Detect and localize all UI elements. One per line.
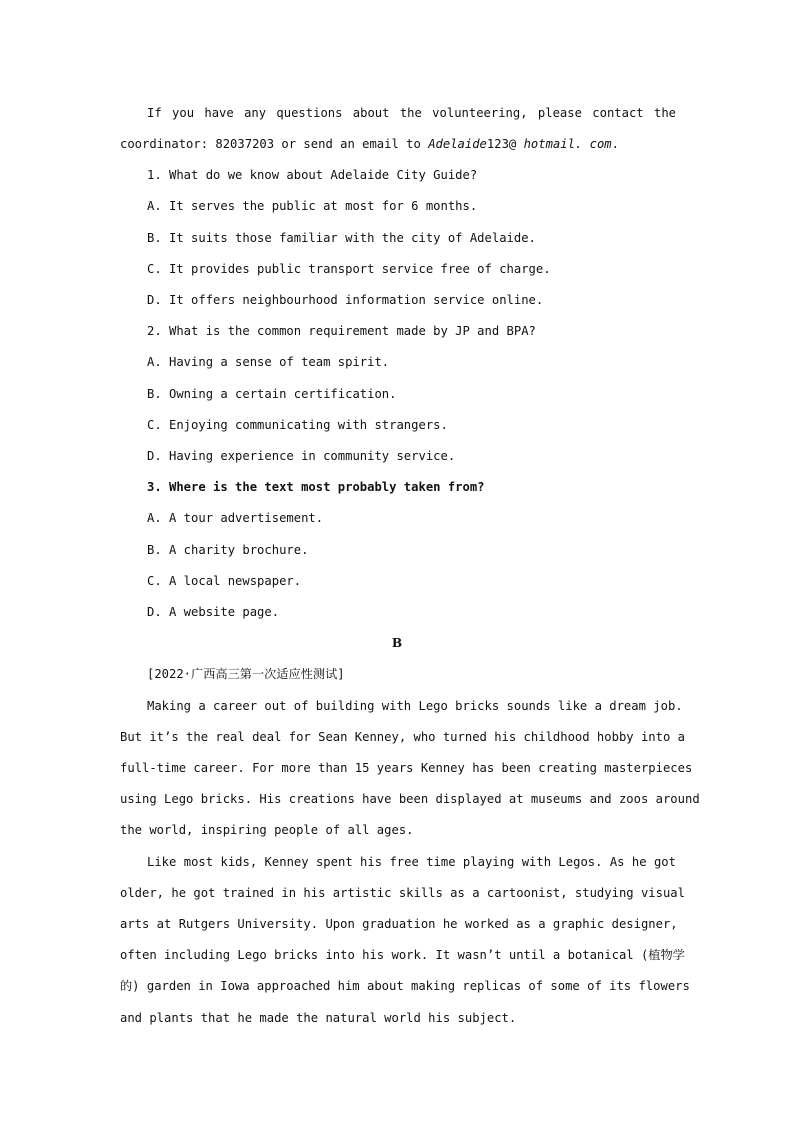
- passage-p1-line-2: But it’s the real deal for Sean Kenney, who turned his childhood hobby into a: [120, 730, 685, 744]
- section-source: [2022·广西高三第一次适应性测试]: [147, 667, 345, 681]
- question-2-option-a: A. Having a sense of team spirit.: [147, 355, 390, 369]
- passage-p2-line-4: often including Lego bricks into his work. It wasn’t until a botanical (植物学: [120, 948, 685, 962]
- intro-line-1: If you have any questions about the volunteering, please contact the: [147, 106, 676, 120]
- question-2-stem: 2. What is the common requirement made by JP and BPA?: [147, 324, 536, 338]
- question-3-option-a: A. A tour advertisement.: [147, 511, 324, 525]
- intro-line-2: [120, 136, 676, 152]
- intro-line-2-suffix: .: [611, 137, 619, 151]
- passage-p2-line-1: Like most kids, Kenney spent his free time playing with Legos. As he got: [147, 855, 676, 869]
- passage-p2-line-6: and plants that he made the natural world his subject.: [120, 1011, 517, 1025]
- question-2-option-b: B. Owning a certain certification.: [147, 387, 397, 401]
- passage-p2-line-3: arts at Rutgers University. Upon graduation he worked as a graphic designer,: [120, 917, 678, 931]
- intro-line-2-prefix: coordinator: 82037203 or send an email to: [120, 137, 429, 151]
- email-mid: 123@: [486, 137, 524, 151]
- email-domain: hotmail. com: [523, 137, 612, 151]
- question-1-option-b: B. It suits those familiar with the city of Adelaide.: [147, 231, 536, 245]
- passage-p2-line-5: 的) garden in Iowa approached him about making replicas of some of its flowers: [120, 979, 690, 993]
- passage-p1-line-3: full-time career. For more than 15 years Kenney has been creating masterpieces: [120, 761, 693, 775]
- question-1-option-c: C. It provides public transport service free of charge.: [147, 262, 551, 276]
- question-1-option-a: A. It serves the public at most for 6 months.: [147, 199, 478, 213]
- question-3-option-b: B. A charity brochure.: [147, 543, 309, 557]
- question-3-option-c: C. A local newspaper.: [147, 574, 302, 588]
- question-3-stem: 3. Where is the text most probably taken from?: [147, 480, 485, 494]
- passage-p2-line-2: older, he got trained in his artistic skills as a cartoonist, studying visual: [120, 886, 685, 900]
- passage-p1-line-5: the world, inspiring people of all ages.: [120, 823, 414, 837]
- question-2-option-c: C. Enjoying communicating with strangers.: [147, 418, 448, 432]
- section-heading: B: [391, 636, 403, 650]
- question-2-option-d: D. Having experience in community service.: [147, 449, 456, 463]
- email-user: Adelaide: [428, 137, 487, 151]
- passage-p1-line-4: using Lego bricks. His creations have been displayed at museums and zoos around: [120, 792, 700, 806]
- question-3-option-d: D. A website page.: [147, 605, 280, 619]
- question-1-stem: 1. What do we know about Adelaide City Guide?: [147, 168, 478, 182]
- passage-p1-line-1: Making a career out of building with Lego bricks sounds like a dream job.: [147, 699, 683, 713]
- question-1-option-d: D. It offers neighbourhood information service online.: [147, 293, 544, 307]
